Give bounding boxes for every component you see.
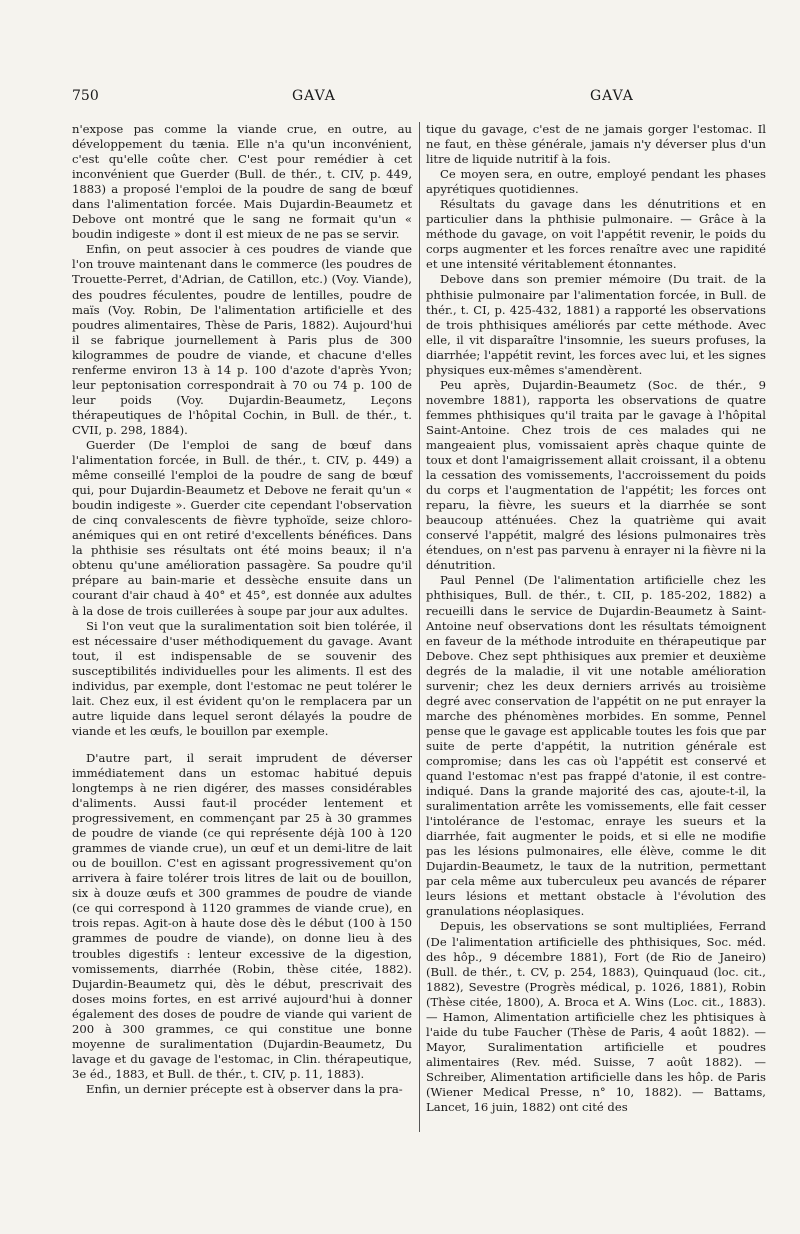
running-head-left: GAVA bbox=[292, 88, 336, 104]
left-column bbox=[72, 122, 412, 1097]
paragraph: tique du gavage, c'est de ne jamais gorger l'estomac. Il ne faut, en thèse générale, jamais n'y déverser plus d'un litre de liquide nutritif à la fois. bbox=[426, 122, 766, 167]
paragraph: Peu après, Dujardin-Beaumetz (Soc. de thér., 9 novembre 1881), rapporta les observations de quatre femmes phthisiques qu'il traita par le gavage à l'hôpital Saint-Antoine. Chez trois de ces malades qui ne mangeaient plus, vomissaient après chaque quinte de toux et dont l'amaigrissement allait croissant, il a obtenu la cessation des vomissements, l'accroissement du poids du corps et l'augmentation de l'appétit; les forces ont reparu, la fièvre, les sueurs et la diarrhée se sont beaucoup atténuées. Chez la quatrième qui avait conservé l'appétit, malgré des lésions pulmonaires très étendues, on n'est pas parvenu à enrayer ni la fièvre ni la dénutrition. bbox=[426, 377, 766, 573]
paragraph: Ce moyen sera, en outre, employé pendant les phases apyrétiques quotidiennes. bbox=[426, 167, 766, 197]
paragraph: n'expose pas comme la viande crue, en outre, au développement du tænia. Elle n'a qu'un inconvénient, c'est qu'elle coûte cher. C'est pour remédier à cet inconvénient que Guerder (Bull. de thér., t. CIV, p. 449, 1883) a proposé l'emploi de la poudre de sang de bœuf dans l'alimentation forcée. Mais Dujardin-Beaumetz et Debove ont montré que le sang ne formait qu'un « boudin indigeste » dont il est mieux de ne pas se servir. bbox=[72, 122, 412, 242]
paragraph: Enfin, un dernier précepte est à observer dans la pra- bbox=[86, 1081, 403, 1096]
running-head-right: GAVA bbox=[590, 88, 634, 104]
paragraph: Debove dans son premier mémoire (Du trait. de la phthisie pulmonaire par l'alimentation forcée, in Bull. de thér., t. CI, p. 425-432, 1881) a rapporté les observations de trois phthisiques améliorés par cette méthode. Avec elle, il vit disparaître l'insomnie, les sueurs profuses, la diarrhée; l'appétit revint, les forces avec lui, et les signes physiques eux-mêmes s'amendèrent. bbox=[426, 272, 766, 377]
paragraph: Enfin, on peut associer à ces poudres de viande que l'on trouve maintenant dans le commerce (les poudres de Trouette-Perret, d'Adrian, de Catillon, etc.) (Voy. Viande), des poudres féculentes, poudre de lentilles, poudre de maïs (Voy. Robin, De l'alimentation artificielle et des poudres alimentaires, Thèse de Paris, 1882). Aujourd'hui il se fabrique journellement à Paris plus de 300 kilogrammes de poudre de viande, et chacune d'elles renferme environ 13 à 14 p. 100 d'azote d'après Yvon; leur peptonisation correspondrait à 70 ou 74 p. 100 de leur poids (Voy. Dujardin-Beaumetz, Leçons thérapeutiques de l'hôpital Cochin, in Bull. de thér., t. CVII, p. 298, 1884). bbox=[72, 242, 412, 437]
running-header bbox=[72, 88, 762, 112]
column-divider bbox=[419, 122, 420, 1132]
paragraph: Si l'on veut que la suralimentation soit bien tolérée, il est nécessaire d'user méthodiquement du gavage. Avant tout, il est indispensable de se souvenir des susceptibilités individuelles pour les aliments. Il est des individus, par exemple, dont l'estomac ne peut tolérer le lait. Chez eux, il est évident qu'on le remplacera par un autre liquide dans lequel seront délayés la poudre de viande et les œufs, le bouillon par exemple. bbox=[72, 618, 412, 738]
paragraph: D'autre part, il serait imprudent de déverser immédiatement dans un estomac habitué depuis longtemps à ne rien digérer, des masses considérables d'aliments. Aussi faut-il procéder lentement et progressivement, en commençant par 25 à 30 grammes de poudre de viande (ce qui représente déjà 100 à 120 grammes de viande crue), un œuf et un demi-litre de lait ou de bouillon. C'est en agissant progressivement qu'on arrivera à faire tolérer trois litres de lait ou de bouillon, six à douze œufs et 300 grammes de poudre de viande (ce qui correspond à 1120 grammes de viande crue), en trois repas. Agit-on à haute dose dès le début (100 à 150 grammes de poudre de viande), on donne lieu à des troubles digestifs : lenteur excessive de la digestion, vomissements, diarrhée (Robin, thèse citée, 1882). Dujardin-Beaumetz qui, dès le début, prescrivait des doses moins fortes, en est arrivé aujourd'hui à donner également des doses de poudre de viande qui varient de 200 à 300 grammes, ce qui constitue une bonne moyenne de suralimentation (Dujardin-Beaumetz, Du lavage et du gavage de l'estomac, in Clin. thérapeutique, 3e éd., 1883, et Bull. de thér., t. CIV, p. 11, 1883). bbox=[72, 750, 412, 1081]
paragraph: Paul Pennel (De l'alimentation artificielle chez les phthisiques, Bull. de thér., t. CII, p. 185-202, 1882) a recueilli dans le service de Dujardin-Beaumetz à Saint-Antoine neuf observations dont les résultats témoignent en faveur de la méthode introduite en thérapeutique par Debove. Chez sept phthisiques aux premier et deuxième degrés de la maladie, il vit une notable amélioration survenir; chez les deux derniers arrivés au troisième degré avec conservation de l'appétit on ne put enrayer la marche des phénomènes morbides. En somme, Pennel pense que le gavage est applicable toutes les fois que par suite de perte d'appétit, la nutrition générale est compromise; dans les cas où l'appétit est conservé et quand l'estomac n'est pas frappé d'atonie, il est contre-indiqué. Dans la grande majorité des cas, ajoute-t-il, la suralimentation arrête les vomissements, elle fait cesser l'intolérance de l'estomac, enraye les sueurs et la diarrhée, fait augmenter le poids, et si elle ne modifie pas les lésions pulmonaires, elle élève, comme le dit Dujardin-Beaumetz, le taux de la nutrition, permettant par cela même aux tuberculeux peu avancés de réparer leurs lésions et mettant obstacle à l'évolution des granulations néoplasiques. bbox=[426, 573, 766, 919]
section-paragraph: Résultats du gavage dans les dénutritions et en particulier dans la phthisie pulmonaire. — Grâce à la méthode du gavage, on voit l'appétit revenir, le poids du corps augmenter et les forces renaître avec une rapidité et une intensité véritablement étonnantes. bbox=[426, 197, 766, 272]
right-column bbox=[426, 122, 766, 1115]
paragraph: Guerder (De l'emploi de sang de bœuf dans l'alimentation forcée, in Bull. de thér., t. CIV, p. 449) a même conseillé l'emploi de la poudre de sang de bœuf qui, pour Dujardin-Beaumetz et Debove ne ferait qu'un « boudin indigeste ». Guerder cite cependant l'observation de cinq convalescents de fièvre typhoïde, seize chloro-anémiques qui en ont retiré d'excellents bénéfices. Dans la phthisie ses résultats ont été moins beaux; il n'a obtenu qu'une amélioration passagère. Sa poudre qu'il prépare au bain-marie et dessèche ensuite dans un courant d'air chaud à 40° et 45°, est donnée aux adultes à la dose de trois cuillerées à soupe par jour aux adultes. bbox=[72, 437, 412, 618]
page-number: 750 bbox=[72, 88, 99, 104]
paragraph: Depuis, les observations se sont multipliées, Ferrand (De l'alimentation artificielle des phthisiques, Soc. méd. des hôp., 9 décembre 1881), Fort (de Rio de Janeiro) (Bull. de thér., t. CV, p. 254, 1883), Quinquaud (loc. cit., 1882), Sevestre (Progrès médical, p. 1026, 1881), Robin (Thèse citée, 1800), A. Broca et A. Wins (Loc. cit., 1883). — Hamon, Alimentation artificielle chez les phtisiques à l'aide du tube Faucher (Thèse de Paris, 4 août 1882). — Mayor, Suralimentation artificielle et poudres alimentaires (Rev. méd. Suisse, 7 août 1882). — Schreiber, Alimentation artificielle dans les hôp. de Paris (Wiener Medical Presse, n° 10, 1882). — Battams, Lancet, 16 juin, 1882) ont cité des bbox=[426, 919, 766, 1115]
